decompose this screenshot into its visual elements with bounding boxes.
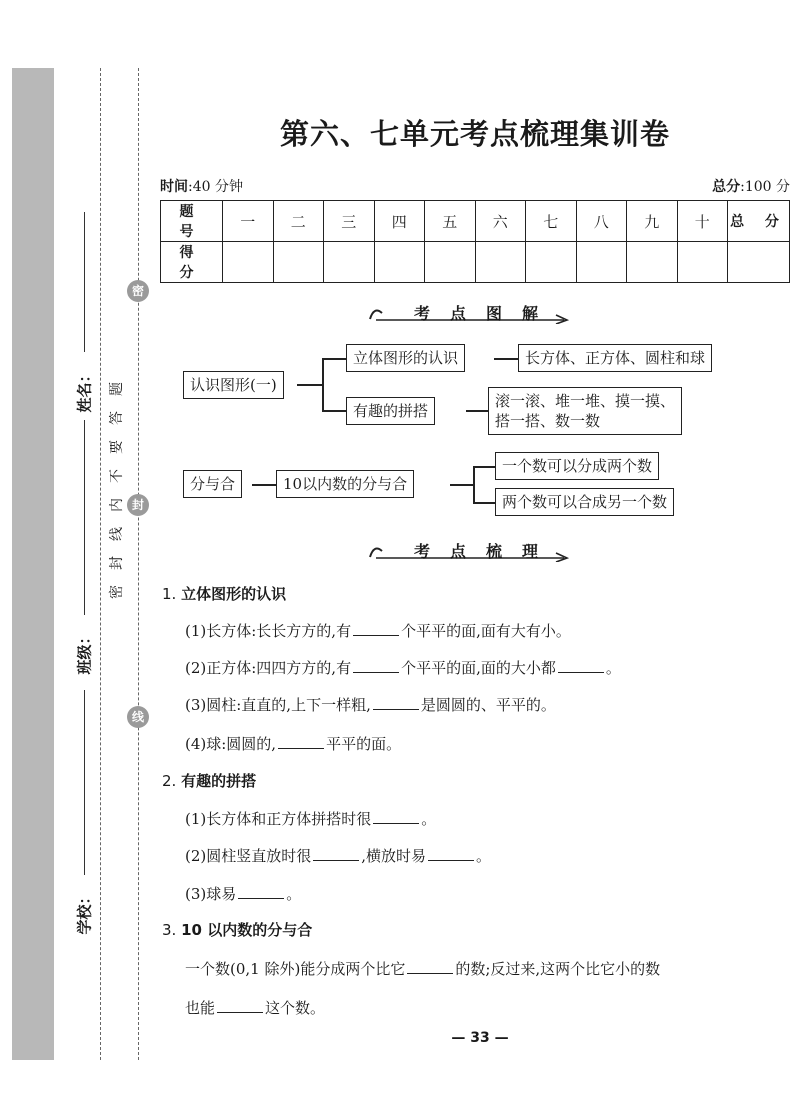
name-underline bbox=[84, 212, 85, 352]
section-2-item-2: (2)圆柱竖直放时很 ,横放时易 。 bbox=[185, 847, 492, 865]
school-label: 学校： bbox=[75, 889, 94, 935]
score-cell[interactable] bbox=[425, 242, 476, 283]
page-number: — 33 — bbox=[451, 1030, 509, 1046]
seal-feng: 封 bbox=[127, 494, 149, 516]
col-1: 一 bbox=[223, 201, 274, 242]
cut-line-inner bbox=[138, 68, 139, 1060]
answer-blank[interactable] bbox=[278, 735, 324, 749]
name-label: 姓名： bbox=[75, 367, 94, 413]
section-1-item-2: (2)正方体:四四方方的,有 个平平的面,面的大小都 。 bbox=[185, 659, 621, 677]
section-2-item-1: (1)长方体和正方体拼搭时很 。 bbox=[185, 810, 437, 828]
section-3-line-2: 也能 这个数。 bbox=[185, 999, 326, 1017]
banner2-char: 理 bbox=[521, 542, 538, 561]
col-2: 二 bbox=[273, 201, 324, 242]
col-5: 五 bbox=[425, 201, 476, 242]
node-combine-rule: 两个数可以合成另一个数 bbox=[495, 488, 674, 516]
class-label: 班级： bbox=[75, 629, 94, 675]
score-cell[interactable] bbox=[374, 242, 425, 283]
section-2-item-3: (3)球易 。 bbox=[185, 885, 302, 903]
answer-blank[interactable] bbox=[313, 847, 359, 861]
score-cell[interactable] bbox=[223, 242, 274, 283]
node-split-rule: 一个数可以分成两个数 bbox=[495, 452, 659, 480]
col-10: 十 bbox=[677, 201, 728, 242]
total-head: 总 分 bbox=[728, 201, 790, 242]
score-table-header-row bbox=[161, 201, 790, 242]
col-4: 四 bbox=[374, 201, 425, 242]
score-table-score-row bbox=[161, 242, 790, 283]
score-cell[interactable] bbox=[324, 242, 375, 283]
col-3: 三 bbox=[324, 201, 375, 242]
connector bbox=[297, 384, 323, 386]
node-fun-building: 有趣的拼搭 bbox=[346, 397, 435, 425]
section-3-title: 3. 10 以内数的分与合 bbox=[162, 921, 313, 939]
score-cell[interactable] bbox=[576, 242, 627, 283]
connector bbox=[473, 502, 495, 504]
banner2-char: 点 bbox=[449, 542, 466, 561]
connector bbox=[466, 410, 488, 412]
banner2-char: 梳 bbox=[485, 542, 502, 561]
seal-xian: 线 bbox=[127, 706, 149, 728]
connector bbox=[322, 358, 324, 411]
score-cell[interactable] bbox=[273, 242, 324, 283]
banner1-char: 点 bbox=[449, 304, 466, 323]
section-1-item-4: (4)球:圆圆的, 平平的面。 bbox=[185, 735, 402, 753]
col-7: 七 bbox=[526, 201, 577, 242]
no-answer-warning: 题 答 要 不 内 线 封 密 bbox=[109, 382, 125, 599]
class-underline bbox=[84, 420, 85, 615]
score-cell[interactable] bbox=[526, 242, 577, 283]
section-1-item-3: (3)圆柱:直直的,上下一样粗, 是圆圆的、平平的。 bbox=[185, 696, 556, 714]
score-cell[interactable] bbox=[728, 242, 790, 283]
col-8: 八 bbox=[576, 201, 627, 242]
answer-blank[interactable] bbox=[558, 659, 604, 673]
score-cell[interactable] bbox=[677, 242, 728, 283]
exam-meta bbox=[160, 176, 790, 196]
banner-key-points-review bbox=[368, 536, 573, 566]
score-cell[interactable] bbox=[627, 242, 678, 283]
banner1-char: 考 bbox=[413, 304, 430, 323]
answer-blank[interactable] bbox=[373, 696, 419, 710]
total-info: 总分:100 分 bbox=[712, 179, 790, 195]
node-solid-figures-list: 长方体、正方体、圆柱和球 bbox=[518, 344, 712, 372]
node-root-split-combine: 分与合 bbox=[183, 470, 242, 498]
connector bbox=[322, 410, 346, 412]
banner1-char: 解 bbox=[521, 304, 538, 323]
cut-line-outer bbox=[100, 68, 101, 1060]
answer-blank[interactable] bbox=[373, 810, 419, 824]
time-info: 时间:40 分钟 bbox=[160, 179, 243, 195]
banner1-char: 图 bbox=[485, 304, 502, 323]
school-underline bbox=[84, 690, 85, 875]
section-1-title: 1. 立体图形的认识 bbox=[162, 585, 287, 603]
connector bbox=[494, 358, 518, 360]
binding-strip bbox=[12, 68, 54, 1060]
section-3-line-1: 一个数(0,1 除外)能分成两个比它 的数;反过来,这两个比它小的数 bbox=[185, 960, 661, 978]
score-table bbox=[160, 200, 790, 283]
page-title: 第六、七单元考点梳理集训卷 bbox=[279, 117, 670, 151]
answer-blank[interactable] bbox=[217, 999, 263, 1013]
banner2-char: 考 bbox=[413, 542, 430, 561]
section-2-title: 2. 有趣的拼搭 bbox=[162, 772, 257, 790]
answer-blank[interactable] bbox=[428, 847, 474, 861]
answer-blank[interactable] bbox=[238, 885, 284, 899]
connector bbox=[450, 484, 474, 486]
answer-blank[interactable] bbox=[407, 960, 453, 974]
section-1-item-1: (1)长方体:长长方方的,有 个平平的面,面有大有小。 bbox=[185, 622, 571, 640]
node-fun-building-list: 滚一滚、堆一堆、摸一摸、 搭一搭、数一数 bbox=[488, 387, 682, 435]
connector bbox=[473, 466, 495, 468]
col-6: 六 bbox=[475, 201, 526, 242]
score-cell[interactable] bbox=[475, 242, 526, 283]
question-number-head: 题 号 bbox=[161, 201, 223, 242]
node-numbers-within-10: 10以内数的分与合 bbox=[276, 470, 414, 498]
score-head: 得 分 bbox=[161, 242, 223, 283]
banner-key-points-diagram bbox=[368, 298, 573, 328]
connector bbox=[473, 466, 475, 503]
node-root-shapes: 认识图形(一) bbox=[183, 371, 284, 399]
connector bbox=[252, 484, 276, 486]
answer-blank[interactable] bbox=[353, 659, 399, 673]
seal-mi: 密 bbox=[127, 280, 149, 302]
col-9: 九 bbox=[627, 201, 678, 242]
answer-blank[interactable] bbox=[353, 622, 399, 636]
node-solid-figures: 立体图形的认识 bbox=[346, 344, 465, 372]
connector bbox=[322, 358, 346, 360]
